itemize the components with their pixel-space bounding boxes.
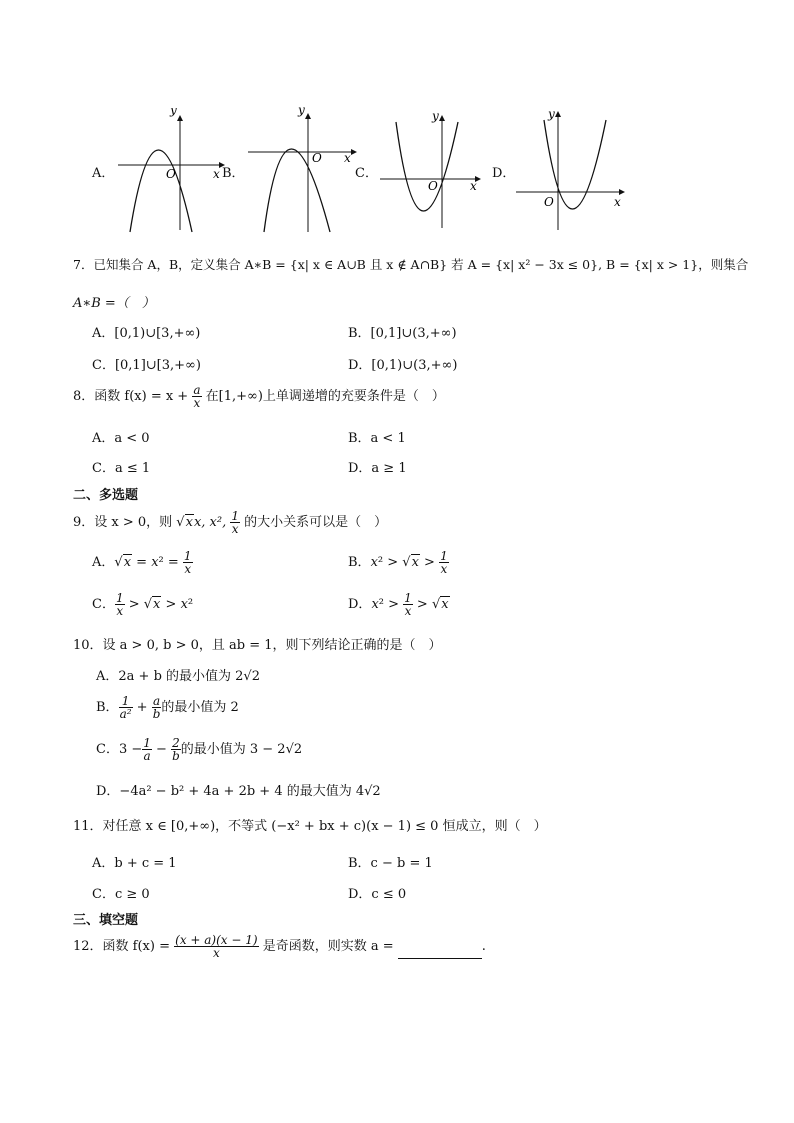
graph-a-y-label: y: [170, 108, 177, 117]
graph-b: [246, 106, 362, 234]
q7-stem-line1: 7．已知集合 A，B，定义集合 A∗B = {x| x ∈ A∪B 且 x ∉ A∩B} 若 A = {x| x² − 3x ≤ 0}, B = {x| x > 1}，则集合: [73, 257, 749, 272]
graph-c: [378, 110, 488, 230]
q12-frac-den: x: [212, 946, 220, 960]
q10-option-b: B． $\frac{1}{\text{a²}}$ + $\frac{a}{b}$ 的最小值为 2: [96, 694, 239, 721]
q12-end: .: [481, 939, 486, 954]
option-d-label: D．: [492, 166, 516, 181]
q12-stem-post: 是奇函数，则实数 a =: [262, 939, 394, 954]
q10-option-c-tail: 的最小值为 3 − 2√2: [180, 742, 303, 757]
q12-fraction: [174, 934, 258, 959]
option-c-label: C．: [355, 166, 378, 181]
q9-option-a-label: A．: [92, 555, 115, 570]
q11-option-b: B．c − b = 1: [348, 856, 433, 871]
q12-answer-blank[interactable]: [398, 946, 482, 959]
q8-option-b: B．a < 1: [348, 431, 406, 446]
graph-b-origin-label: O: [312, 151, 322, 165]
q8-stem: [73, 384, 445, 409]
graph-d-origin-label: O: [544, 195, 554, 209]
option-a-label: A．: [92, 166, 115, 181]
q7-option-d: D．[0,1)∪(3,+∞): [348, 358, 458, 373]
q10-option-c: C．3 − $\frac{1}{a}$ − $\frac{2}{b}$ 的最小值为 3 − 2√2: [96, 736, 303, 763]
q11-option-c: C．c ≥ 0: [92, 887, 150, 902]
q9-option-c: C． $\frac{1}{x}$ > √x > x²: [92, 591, 194, 618]
q8-stem-post: 在[1,+∞)上单调递增的充要条件是（ ）: [205, 389, 445, 404]
q9-option-b-label: B．: [348, 555, 371, 570]
graph-c-x-label: x: [470, 179, 477, 193]
q10-option-b-tail: 的最小值为 2: [161, 700, 239, 715]
q9-stem-pre: 9．设 x > 0，则: [73, 515, 173, 530]
q11-option-d: D．c ≤ 0: [348, 887, 407, 902]
graph-d-x-label: x: [614, 195, 621, 209]
graph-d-y-label: y: [548, 108, 555, 121]
graph-b-x-label: x: [344, 151, 351, 165]
q12-frac-num: (x + a)(x − 1): [175, 933, 258, 947]
q9-stem: 9．设 x > 0，则 √xx, x², $\frac{1}{x}$ 的大小关系可以是（ ）: [73, 509, 388, 536]
graph-d: [514, 108, 630, 232]
q10-option-d: D．−4a² − b² + 4a + 2b + 4 的最大值为 4√2: [96, 784, 381, 799]
graph-c-y-label: y: [432, 110, 439, 123]
graph-c-origin-label: O: [428, 179, 438, 193]
q9-option-c-label: C．: [92, 597, 115, 612]
option-b-label: B．: [222, 166, 245, 181]
q9-option-d-label: D．: [348, 597, 372, 612]
q8-option-a: A．a < 0: [92, 431, 150, 446]
q10-stem: 10．设 a > 0, b > 0，且 ab = 1，则下列结论正确的是（ ）: [73, 638, 442, 653]
q11-option-a: A．b + c = 1: [92, 856, 177, 871]
q12-stem: [73, 934, 486, 959]
graph-b-y-label: y: [298, 106, 305, 117]
q7-option-b: B．[0,1]∪(3,+∞): [348, 326, 457, 341]
q9-stem-post: 的大小关系可以是（ ）: [244, 515, 388, 530]
graph-a-x-label: x: [213, 167, 220, 181]
q12-stem-pre: 12．函数 f(x) =: [73, 939, 170, 954]
q10-option-b-label: B．: [96, 700, 119, 715]
q11-stem: 11．对任意 x ∈ [0,+∞)，不等式 (−x² + bx + c)(x − 1) ≤ 0 恒成立，则（ ）: [73, 819, 547, 834]
q8-stem-pre: 8．函数 f(x) = x +: [73, 389, 189, 404]
q9-option-a: A．√x = x² = $\frac{1}{x}$: [92, 549, 192, 576]
section-fill-blank-heading: 三、填空题: [73, 913, 139, 928]
q9-fraction: [230, 510, 240, 535]
q7-option-c: C．[0,1]∪[3,+∞): [92, 358, 201, 373]
q10-option-a: A．2a + b 的最小值为 2√2: [96, 669, 260, 684]
q9-option-d: D．x² > $\frac{1}{x}$ > √x: [348, 591, 449, 618]
q10-option-c-label: C．3 −: [96, 742, 143, 757]
q9-stem-mid: x, x²,: [193, 515, 227, 530]
graph-a: [116, 108, 232, 234]
q8-frac-num: a: [193, 383, 201, 397]
q8-option-d: D．a ≥ 1: [348, 461, 407, 476]
q8-option-c: C．a ≤ 1: [92, 461, 151, 476]
section-multi-choice-heading: 二、多选题: [73, 488, 139, 503]
q9-frac-den: x: [231, 522, 239, 536]
q8-frac-den: x: [193, 396, 201, 410]
q9-frac-num: 1: [231, 509, 239, 523]
q7-stem-line2: A∗B =（ ）: [73, 296, 155, 311]
q8-fraction: [192, 384, 201, 409]
q7-option-a: A．[0,1)∪[3,+∞): [92, 326, 201, 341]
q9-option-b: B．x² > √x > $\frac{1}{x}$: [348, 549, 448, 576]
graph-a-origin-label: O: [166, 167, 176, 181]
